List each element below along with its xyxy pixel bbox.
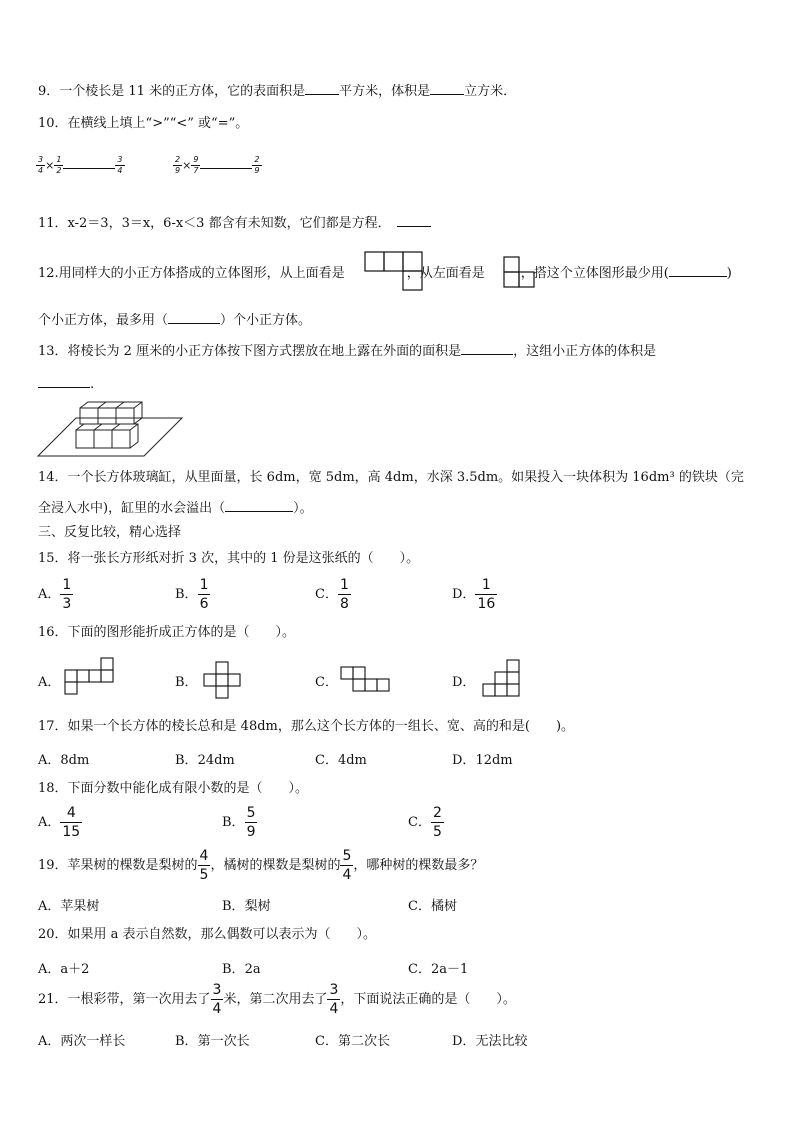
option-c[interactable]: C．4dm [315, 753, 367, 768]
option-c[interactable]: C．第二次长 [315, 1034, 390, 1049]
fraction: $\frac{2}{9}$ [254, 155, 260, 175]
comparison-1: $\frac{3}{4}$ × $\frac{1}{2}$ $\frac{3}{4}$ [38, 155, 123, 175]
question-14-line2: 全浸入水中)，缸里的水会溢出（ ）。 [38, 501, 313, 516]
answer-blank[interactable] [430, 82, 464, 95]
option-a[interactable]: A．苹果树 [38, 899, 100, 914]
option-c[interactable]: C．2a－1 [408, 962, 469, 977]
option-c[interactable]: C． $\frac{1}{8}$ [315, 577, 349, 612]
option-c[interactable]: C． [315, 675, 338, 690]
answer-blank[interactable] [669, 264, 727, 277]
option-a[interactable]: A． $\frac{1}{3}$ [38, 577, 72, 612]
option-d[interactable]: D．12dm [452, 753, 513, 768]
fraction: $\frac{1}{6}$ [199, 577, 209, 612]
answer-blank[interactable] [38, 375, 90, 388]
option-b[interactable]: B．24dm [175, 753, 235, 768]
answer-blank[interactable] [225, 499, 293, 512]
stacked-cubes-figure [38, 400, 183, 458]
answer-blank[interactable] [397, 214, 431, 227]
fraction: $\frac{5}{9}$ [246, 805, 256, 840]
fraction: $\frac{1}{3}$ [62, 577, 72, 612]
option-b[interactable]: B．梨树 [222, 899, 271, 914]
answer-blank[interactable] [168, 311, 220, 324]
option-d[interactable]: D． $\frac{1}{16}$ [452, 577, 496, 612]
question-13: 13．将棱长为 2 厘米的小正方体按下图方式摆放在地上露在外面的面积是 ，这组小正方体的体积是 [38, 344, 657, 359]
question-12: 12.用同样大的小正方体搭成的立体图形，从上面看是 ，从左面看是 ，搭这个立体图形最少用( ) [38, 266, 732, 281]
option-c[interactable]: C．橘树 [408, 899, 457, 914]
fraction: $\frac{3}{4}$ [117, 155, 123, 175]
fraction: $\frac{9}{7}$ [193, 155, 199, 175]
fraction: $\frac{1}{8}$ [339, 577, 349, 612]
option-b[interactable]: B． [175, 675, 198, 690]
answer-blank[interactable] [305, 82, 339, 95]
fraction: $\frac{2}{5}$ [432, 805, 442, 840]
option-a[interactable]: A． [38, 675, 61, 690]
question-17: 17．如果一个长方体的棱长总和是 48dm，那么这个长方体的一组长、宽、高的和是( )。 [38, 719, 575, 734]
option-b[interactable]: B． $\frac{5}{9}$ [222, 805, 256, 840]
net-b-figure [203, 661, 243, 699]
fraction: $\frac{1}{2}$ [56, 155, 62, 175]
fraction: $\frac{5}{4}$ [342, 848, 352, 883]
fraction: $\frac{4}{5}$ [199, 848, 209, 883]
option-d[interactable]: D． [452, 675, 476, 690]
question-11: 11．x-2＝3，3＝x，6-x＜3 都含有未知数，它们都是方程． [38, 214, 431, 233]
answer-blank[interactable] [461, 342, 513, 355]
question-20: 20．如果用 a 表示自然数，那么偶数可以表示为（ ）。 [38, 927, 377, 942]
net-a-figure [64, 657, 116, 695]
fraction: $\frac{3}{4}$ [38, 155, 44, 175]
option-a[interactable]: A．8dm [38, 753, 90, 768]
option-b[interactable]: B． $\frac{1}{6}$ [175, 577, 209, 612]
question-14: 14．一个长方体玻璃缸，从里面量，长 6dm，宽 5dm，高 4dm，水深 3.5dm。如果投入一块体积为 16dm³ 的铁块（完 [38, 470, 744, 485]
option-d[interactable]: D．无法比较 [452, 1034, 528, 1049]
fraction: $\frac{1}{16}$ [477, 577, 496, 612]
question-15: 15．将一张长方形纸对折 3 次，其中的 1 份是这张纸的（ ）。 [38, 551, 420, 566]
question-18: 18．下面分数中能化成有限小数的是（ ）。 [38, 781, 309, 796]
option-a[interactable]: A．两次一样长 [38, 1034, 126, 1049]
question-13-line2: . [38, 375, 94, 394]
net-d-figure [482, 659, 524, 699]
answer-blank[interactable] [63, 164, 115, 169]
fraction: $\frac{2}{9}$ [175, 155, 181, 175]
question-9: 9．一个棱长是 11 米的正方体，它的表面积是 平方米，体积是 立方米． [38, 84, 517, 99]
question-10: 10．在横线上填上“>”“<” 或“=”。 [38, 116, 249, 131]
net-c-figure [340, 666, 392, 694]
section-heading: 三、反复比较，精心选择 [38, 525, 182, 540]
top-view-figure-drawing [364, 251, 426, 293]
question-16: 16．下面的图形能折成正方体的是（ ）。 [38, 625, 296, 640]
option-c[interactable]: C． $\frac{2}{5}$ [408, 805, 442, 840]
option-b[interactable]: B．2a [222, 962, 261, 977]
question-12-line2: 个小正方体，最多用（ ）个小正方体。 [38, 313, 312, 328]
fraction: $\frac{3}{4}$ [212, 982, 222, 1017]
question-21: 21．一根彩带，第一次用去了 $\frac{3}{4}$ 米，第二次用去了 $\frac{3}{4}$ ，下面说法正确的是（ ）。 [38, 982, 516, 1017]
left-view-figure-drawing [503, 256, 539, 290]
question-19: 19．苹果树的棵数是梨树的 $\frac{4}{5}$ ，橘树的棵数是梨树的 $\frac{5}{4}$ ，哪种树的棵数最多？ [38, 848, 484, 883]
answer-blank[interactable] [200, 164, 252, 169]
option-a[interactable]: A．a＋2 [38, 962, 90, 977]
fraction: $\frac{4}{15}$ [62, 805, 81, 840]
option-b[interactable]: B．第一次长 [175, 1034, 250, 1049]
option-a[interactable]: A． $\frac{4}{15}$ [38, 805, 81, 840]
fraction: $\frac{3}{4}$ [329, 982, 339, 1017]
comparison-2: $\frac{2}{9}$ × $\frac{9}{7}$ $\frac{2}{9}$ [175, 155, 260, 175]
